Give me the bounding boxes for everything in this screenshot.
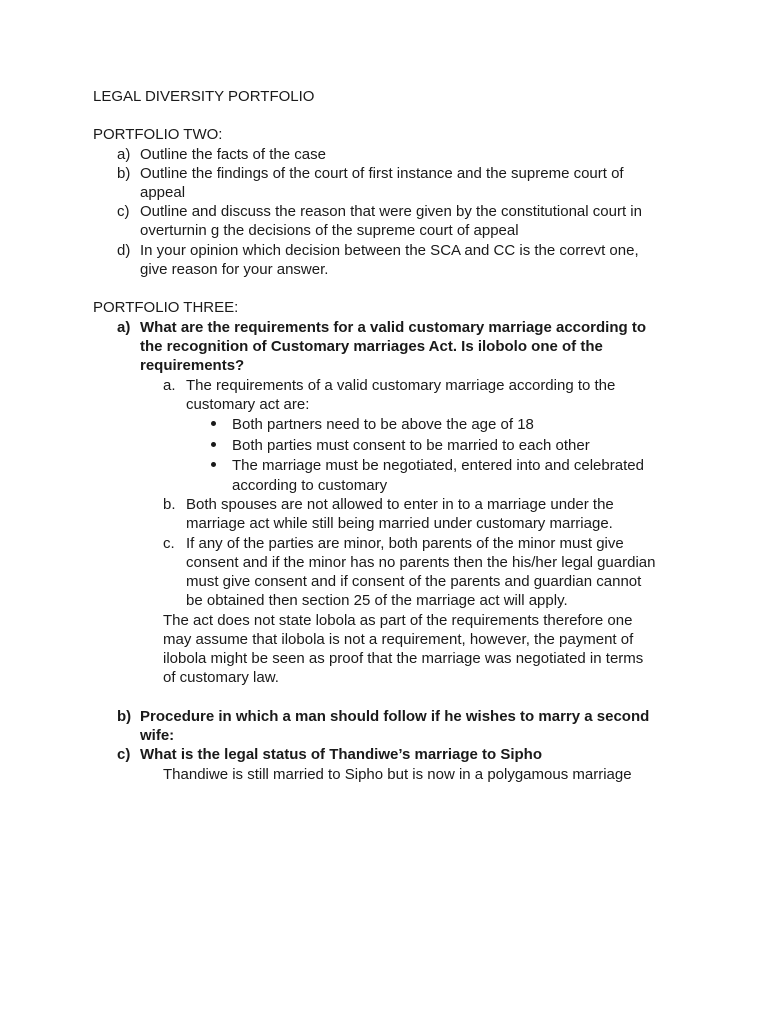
list-marker: b): [117, 165, 131, 182]
list-item-text: give reason for your answer.: [140, 261, 329, 278]
list-marker: a): [117, 146, 131, 163]
sub-marker: b.: [163, 496, 176, 513]
question-marker: a): [117, 319, 131, 336]
answer-paragraph: of customary law.: [163, 669, 279, 686]
question-text: What are the requirements for a valid customary marriage according to: [140, 319, 646, 336]
question-text: requirements?: [140, 357, 245, 374]
answer-text: Thandiwe is still married to Sipho but is now in a polygamous marriage: [163, 766, 632, 783]
bullet-text: Both parties must consent to be married to each other: [232, 437, 590, 454]
list-item-text: Outline the facts of the case: [140, 146, 326, 163]
question-text: wife:: [140, 727, 175, 744]
list-item-text: In your opinion which decision between the SCA and CC is the correvt one,: [140, 242, 639, 259]
bullet-text: according to customary: [232, 477, 388, 494]
bullet-text: The marriage must be negotiated, entered into and celebrated: [232, 457, 644, 474]
bullet-text: Both partners need to be above the age of 18: [232, 416, 534, 433]
list-marker: d): [117, 242, 131, 259]
sub-marker: a.: [163, 377, 176, 394]
answer-paragraph: The act does not state lobola as part of the requirements therefore one: [163, 612, 633, 629]
sub-item-text: customary act are:: [186, 396, 310, 413]
question-text: Procedure in which a man should follow if he wishes to marry a second: [140, 708, 650, 725]
list-marker: c): [117, 203, 130, 220]
sub-item-text: consent and if the minor has no parents then the his/her legal guardian: [186, 554, 656, 571]
sub-item-text: marriage act while still being married under customary marriage.: [186, 515, 613, 532]
question-text: What is the legal status of Thandiwe’s marriage to Sipho: [140, 746, 543, 763]
question-text: the recognition of Customary marriages Act. Is ilobolo one of the: [140, 338, 603, 355]
sub-item-text: Both spouses are not allowed to enter in to a marriage under the: [186, 496, 614, 513]
portfolio-three-heading: PORTFOLIO THREE:: [93, 299, 239, 316]
sub-marker: c.: [163, 535, 175, 552]
sub-item-text: must give consent and if consent of the parents and guardian cannot: [186, 573, 642, 590]
list-item-text: Outline and discuss the reason that were given by the constitutional court in: [140, 203, 642, 220]
question-marker: c): [117, 746, 131, 763]
bullet-icon: [211, 462, 216, 467]
answer-paragraph: ilobola might be seen as proof that the marriage was negotiated in terms: [163, 650, 644, 667]
question-marker: b): [117, 708, 132, 725]
sub-item-text: be obtained then section 25 of the marriage act will apply.: [186, 592, 568, 609]
bullet-icon: [211, 421, 216, 426]
bullet-icon: [211, 442, 216, 447]
list-item-text: overturnin g the decisions of the supreme court of appeal: [140, 222, 519, 239]
document-title: LEGAL DIVERSITY PORTFOLIO: [93, 88, 315, 105]
answer-paragraph: may assume that ilobola is not a requirement, however, the payment of: [163, 631, 634, 648]
list-item-text: Outline the findings of the court of first instance and the supreme court of: [140, 165, 624, 182]
list-item-text: appeal: [140, 184, 186, 201]
sub-item-text: The requirements of a valid customary marriage according to the: [186, 377, 616, 394]
portfolio-two-heading: PORTFOLIO TWO:: [93, 126, 223, 143]
sub-item-text: If any of the parties are minor, both parents of the minor must give: [186, 535, 624, 552]
